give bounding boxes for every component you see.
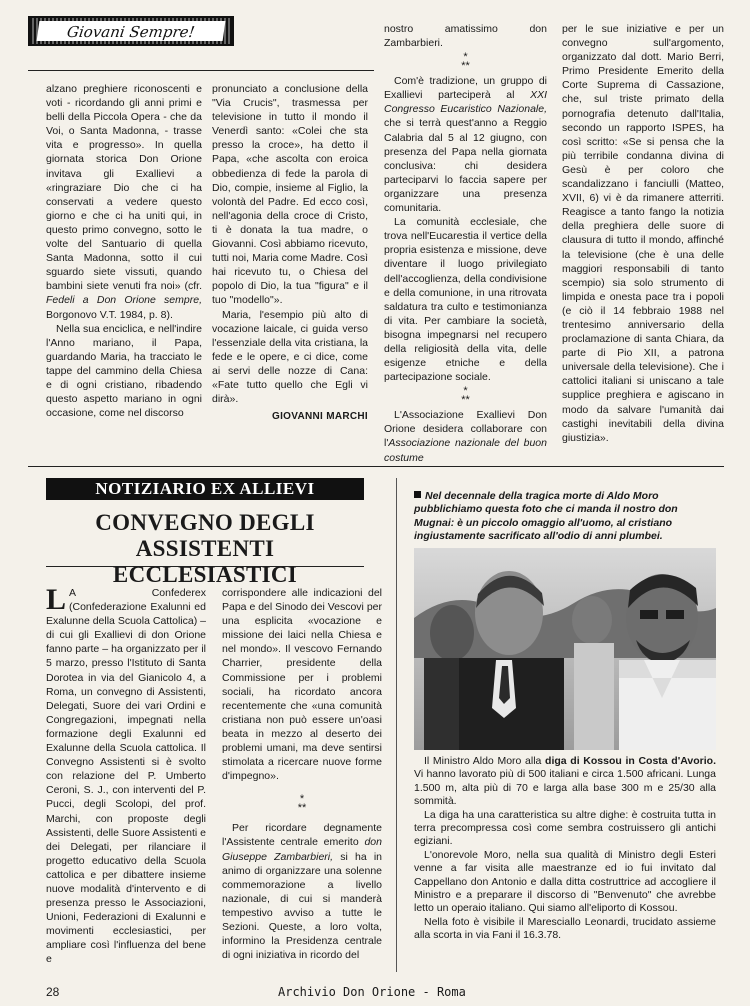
col2-paragraph-1: pronunciato a conclusione della "Via Crucis", trasmessa per televisione in tutto il mondo il Venerdì santo: «Colei che sta presso la croce», ha detto il Papa, «che ascolta con eroica obbedienza di fede la parola di Dio, compie, insieme al Figlio, la volontà del Padre. Ed ecco così, nell'agonia della croce di Cristo, ti è donata la tua madre, o Giovanni. Così abbiamo ricevuto, tutti noi, Maria come Madre. Così hai ricevuto tu, o Chiesa del popolo di Dio, la tua "figura" e il tuo "modello"». xyxy=(212,83,368,307)
author-signature: GIOVANNI MARCHI xyxy=(272,411,368,423)
col1-paragraph-2: Nella sua enciclica, e nell'indire l'Anno mariano, il Papa, guardando Maria, ha tracciato le tappe del cammino della Chiesa e di ogni cristiano, ribadendo questo aspetto mariano in ogni occasione, come nel discorso xyxy=(46,322,202,420)
col4-paragraph-1: per le sue iniziative e per un convegno sull'argomento, organizzato dal dott. Mario Berri, Primo Presidente Emerito della Corte Suprema di Cassazione, che, sul triste primato della pornografia detenuto dall'Italia, secondo un rapporto ISPES, ha così scritto: «Se si pensa che la più terribile condanna divina di Gesù è per coloro che scandalizzano i fanciulli (Matteo, XVII, 6) vi è da rimanere atterriti. Reagisce a tanto fango la notizia della preghiera delle suore di clausura di tutto il mondo, affinché la televisione (che è una delle maggiori responsabili di tanto scempio) sia solo strumento di limpida e onesta pace tra i popoli (e ciò il 14 febbraio 1988 nel trentesimo anniversario della proclamazione di santa Chiara, da parte di Pio XII, a patrona universale della televisione). Che i cattolici italiani si uniscano a tale supplice preghiera e agiscano in modo da salvare l'umanità dai castighi inevitabili della divina giustizia». xyxy=(562,23,724,444)
giovani-sempre-logo xyxy=(28,16,234,46)
archive-credit: Archivio Don Orione - Roma xyxy=(278,985,466,999)
aldo-moro-photo xyxy=(414,548,716,750)
caption-paragraph-1: Il Ministro Aldo Moro alla diga di Kossou in Costa d'Avorio. Vi hanno lavorato più di 500 italiani e circa 1.500 africani. Lunga 1.500 m, alta più di 70 e larga alla base 300 m e 25/30 alla sommità. xyxy=(414,755,716,808)
section-divider xyxy=(28,466,724,467)
col3-paragraph-3: L'Associazione Exallievi Don Orione desidera collaborare con l'Associazione nazionale del buon costume xyxy=(384,409,547,464)
drop-cap: L xyxy=(46,583,67,616)
caption-paragraph-4: Nella foto è visibile il Maresciallo Leonardi, trucidato assieme alla scorta in via Fani il 16.3.78. xyxy=(414,915,716,942)
column-1 xyxy=(46,82,202,420)
separator-stars: * ** xyxy=(461,385,470,407)
column-divider xyxy=(396,478,397,972)
col6-paragraph-2: Per ricordare degnamente l'Assistente centrale emerito don Giuseppe Zambarbieri, si ha in animo di organizzare una solenne commemorazione a livello nazionale, di cui si manderà tempestivo avviso a tutte le Sezioni. Queste, a loro volta, informino la Presidenza centrale di ogni iniziativa in ricordo del xyxy=(222,822,382,962)
col5-paragraph-1: L A Confederex (Confederazione Exalunni ed Exalunne della Scuola Cattolica) – di cui gli Exallievi di don Orione fanno parte – ha organizzato per il 5 marzo, presso l'Istituto di Santa Dorotea in via del Gianicolo 4, a Roma, un convegno di Assistenti, Delegati, Suore dei vari Ordini e Congregazioni, impegnati nella formazione degli Exalunni ed Exalunne della Scuola cattolica. Il Convegno Assistenti si è svolto con relazione del P. Umberto Ceroni, S. J., con interventi del P. Pucci, degli Scolopi, del prof. Marchi, con proposte degli Assistenti, delle Suore Assistenti e dei Delegati, per rilanciare il progetto educativo della Scuola cattolica e per dibattere insieme nuove modalità d'intervento e di presenza presso le Associazioni, Unioni, Federazioni di Exalunni e movimenti ecclesiastici, per ampliare così l'influenza del bene e xyxy=(46,583,206,966)
section-banner: NOTIZIARIO EX ALLIEVI xyxy=(46,478,364,500)
column-3 xyxy=(384,22,547,465)
photo-headline: Nel decennale della tragica morte di Aldo Moro pubblichiamo questa foto che ci manda il nostro don Mugnai: è un piccolo omaggio all'uomo, al cristiano ingiustamente sacrificato all'odio di anni plumbei. xyxy=(414,490,678,542)
col3-paragraph-2: La comunità ecclesiale, che trova nell'Eucarestia il vertice della propria esistenza e missione, deve diventare il luogo privilegiato dell'accoglienza, della condivisione e della comunione, in una ritrovata saldatura tra culto e testimonianza di vita. Per cambiare la società, bisogna impegnarsi nel recupero della religiosità della vita, delle esigenze etniche e della partecipazione sociale. xyxy=(384,216,547,384)
col6-paragraph-1: corrispondere alle indicazioni del Papa e del Sinodo dei Vescovi per una esplicita «vocazione e missione dei laici nella Chiesa e nel mondo». Il vescovo Fernando Charrier, presidente della Commissione per i problemi sociali, ha ricordato ancora recentemente che «una comunità cristiana non può essere un'oasi beata in mezzo al deserto dei problemi umani, ma deve sentirsi stimolata a ricercare nuove forme d'impegno». xyxy=(222,587,382,783)
photo-caption xyxy=(414,755,716,943)
logo-text: Giovani Sempre! xyxy=(37,21,226,41)
column-4 xyxy=(562,22,724,445)
top-rule xyxy=(28,70,374,71)
bullet-square xyxy=(414,491,421,498)
column-2 xyxy=(212,82,368,424)
photo-illustration xyxy=(414,548,716,750)
col3-paragraph-0: nostro amatissimo don Zambarbieri. xyxy=(384,23,547,50)
column-5 xyxy=(46,583,206,967)
caption-paragraph-2: La diga ha una caratteristica su altre dighe: è costruita tutta in terra precompressa così come sembra costruissero gli antichi egiziani. xyxy=(414,808,716,848)
column-6 xyxy=(222,586,382,962)
title-rule xyxy=(46,566,364,567)
caption-paragraph-3: L'onorevole Moro, nella sua qualità di Ministro degli Esteri venne a far visita alle maestranze ed io fui invitato dal Cappellano don Antonio e dalla ditta costruttrice ad accogliere il Ministro e a preparare il discorso di "Benvenuto" che avrebbe letto un operaio italiano. Qui siamo all'eliporto di Kossou. xyxy=(414,848,716,915)
page-number: 28 xyxy=(46,985,60,999)
col3-paragraph-1: Com'è tradizione, un gruppo di Exallievi parteciperà al XXI Congresso Eucaristico Nazionale, che si terrà quest'anno a Reggio Calabria dal 5 al 12 giugno, con presenza del Papa nella giornata conclusiva: chi desidera parteciparvi lo faccia sapere per organizzare una presenza comunitaria. xyxy=(384,75,547,215)
col1-paragraph-1: alzano preghiere riconoscenti e voti - ricordando gli anni primi e belli della Piccola Opera - che da Voi, o Santa Madonna, - trasse vita e progresso». In quella giornata storica Don Orione invitava gli Exallievi a «ringraziare Dio che ci ha conservati a vedere questo giorno e che ci ha uniti qui, in questo primo convegno, sotto le volte del Santuario di quella Santa Madonna, sotto il cui sguardo siete vissuti, quando bambini siete venuti fra noi» (cfr. Fedeli a Don Orione sempre, Borgonovo V.T. 1984, p. 8). xyxy=(46,83,202,321)
col2-paragraph-2: Maria, l'esempio più alto di vocazione laicale, ci guida verso l'essenziale della vita cristiana, la fede e le opere, e ci dice, come ai servi delle nozze di Cana: «Fate tutto quello che Egli vi dirà». xyxy=(212,308,368,406)
separator-stars: * ** xyxy=(297,793,307,815)
article-title: CONVEGNO DEGLI ASSISTENTI ECCLESIASTICI xyxy=(95,510,315,587)
separator-stars: * ** xyxy=(461,51,470,73)
